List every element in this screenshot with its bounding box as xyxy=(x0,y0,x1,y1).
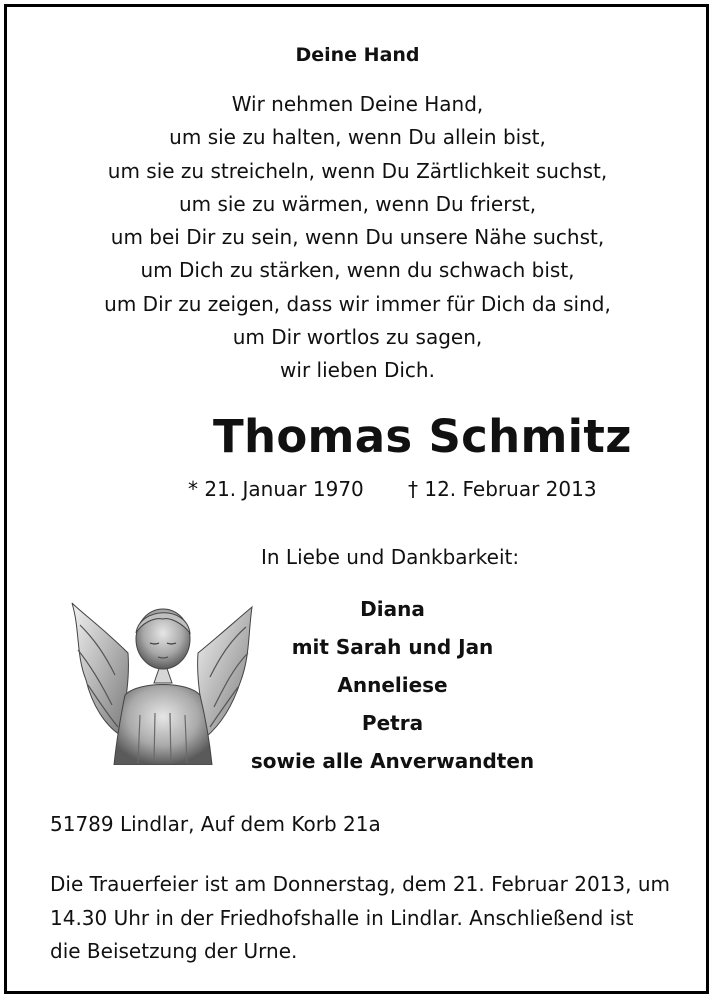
address: 51789 Lindlar, Auf dem Korb 21a xyxy=(50,812,381,836)
poem-line: wir lieben Dich. xyxy=(280,358,435,383)
poem-title: Deine Hand xyxy=(295,44,420,66)
angel-statue-icon xyxy=(70,595,255,765)
poem-line: um sie zu streicheln, wenn Du Zärtlichkeit suchst, xyxy=(107,158,608,183)
poem-line: um Dich zu stärken, wenn du schwach bist, xyxy=(140,258,575,283)
poem-line: um sie zu wärmen, wenn Du frierst, xyxy=(178,191,537,216)
mourners-intro: In Liebe und Dankbarkeit: xyxy=(261,545,520,569)
poem-line: um Dir zu zeigen, dass wir immer für Dich da sind, xyxy=(104,291,611,316)
ceremony-info: Die Trauerfeier ist am Donnerstag, dem 21. Februar 2013, um 14.30 Uhr in der Friedhofshalle in Lindlar. Anschließend ist die Beisetzung der Urne. xyxy=(50,872,670,963)
mourner-name: mit Sarah und Jan xyxy=(291,635,494,659)
poem-line: um sie zu halten, wenn Du allein bist, xyxy=(169,125,546,150)
poem xyxy=(0,88,715,388)
birth-date: * 21. Januar 1970 xyxy=(188,477,364,501)
poem-line: um bei Dir zu sein, wenn Du unsere Nähe suchst, xyxy=(110,225,605,250)
poem-line: Wir nehmen Deine Hand, xyxy=(231,92,484,116)
death-date: † 12. Februar 2013 xyxy=(408,477,597,501)
mourner-name: Petra xyxy=(361,711,424,735)
poem-line: um Dir wortlos zu sagen, xyxy=(232,325,483,350)
mourner-name: sowie alle Anverwandten xyxy=(250,749,535,773)
deceased-name: Thomas Schmitz xyxy=(213,410,632,463)
mourners-list xyxy=(250,590,535,780)
mourner-name: Diana xyxy=(360,597,425,621)
mourner-name: Anneliese xyxy=(337,673,448,697)
